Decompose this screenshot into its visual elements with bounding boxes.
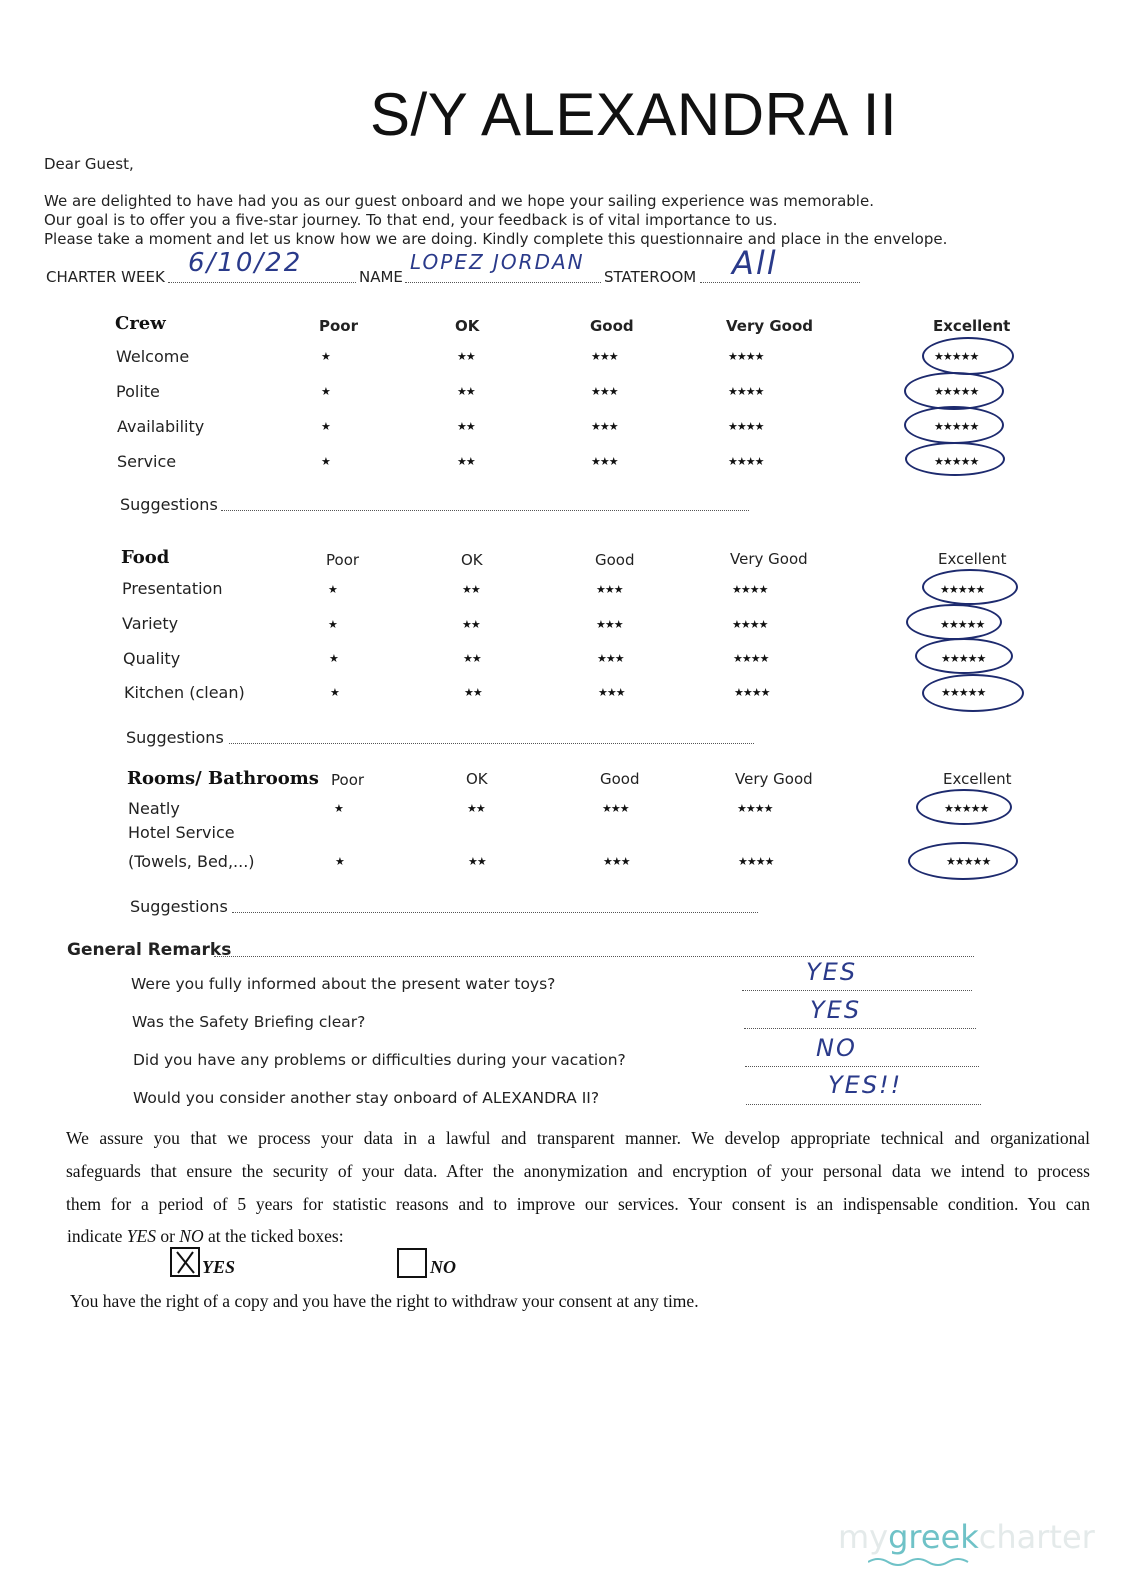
rating-ok[interactable]: ★★ [457, 420, 475, 433]
rating-ok[interactable]: ★★ [457, 350, 475, 363]
rating-ok[interactable]: ★★ [462, 618, 480, 631]
indicate-no: NO [179, 1226, 204, 1246]
selected-circle [908, 842, 1018, 880]
rating-poor[interactable]: ★ [328, 583, 337, 596]
rating-ok[interactable]: ★★ [457, 385, 475, 398]
row-label-availability: Availability [117, 417, 205, 436]
consent-rights: You have the right of a copy and you have the right to withdraw your consent at any time. [70, 1291, 699, 1311]
row-label-kitchen: Kitchen (clean) [124, 683, 245, 702]
rating-ok[interactable]: ★★ [463, 652, 481, 665]
question-text: Were you fully informed about the present water toys? [131, 975, 556, 993]
selected-circle [922, 674, 1024, 712]
selected-circle [906, 604, 1002, 640]
rating-good[interactable]: ★★★ [602, 802, 629, 815]
row-label-presentation: Presentation [122, 579, 223, 598]
rating-good[interactable]: ★★★ [598, 686, 625, 699]
col-head-good: Good [595, 551, 635, 569]
rating-very-good[interactable]: ★★★★ [732, 583, 768, 596]
rating-excellent[interactable]: ★★★★★ [946, 855, 991, 868]
indicate-suffix: at the ticked boxes: [203, 1226, 344, 1246]
answer-line [746, 1104, 981, 1105]
col-head-very-good: Very Good [735, 770, 813, 788]
watermark-logo [838, 1518, 1095, 1556]
row-label-hotel-service: Hotel Service [128, 823, 235, 842]
name-label: NAME [359, 268, 403, 286]
consent-line: them for a period of 5 years for statistic reasons and to improve our services. Your consent is an indispensable condition. You can [66, 1194, 1090, 1214]
consent-line: safeguards that ensure the security of your data. After the anonymization and encryption of your personal data we intend to process [66, 1161, 1090, 1181]
selected-circle [915, 638, 1013, 674]
rating-good[interactable]: ★★★ [591, 455, 618, 468]
selected-circle [922, 337, 1014, 375]
answer-line [745, 1066, 979, 1067]
general-remarks-line[interactable] [214, 956, 974, 957]
charter-week-value[interactable]: 6/10/22 [188, 248, 303, 278]
answer-line [744, 1028, 976, 1029]
row-label-welcome: Welcome [116, 347, 190, 366]
selected-circle [905, 442, 1005, 476]
rating-very-good[interactable]: ★★★★ [728, 455, 764, 468]
rating-ok[interactable]: ★★ [468, 855, 486, 868]
col-head-ok: OK [466, 770, 488, 788]
rating-very-good[interactable]: ★★★★ [728, 385, 764, 398]
charter-week-label: CHARTER WEEK [46, 268, 165, 286]
rating-excellent[interactable]: ★★★★★ [940, 618, 985, 631]
suggestions-label: Suggestions [120, 495, 218, 514]
rating-very-good[interactable]: ★★★★ [732, 618, 768, 631]
rating-excellent[interactable]: ★★★★★ [934, 385, 979, 398]
question-text: Was the Safety Briefing clear? [132, 1013, 366, 1031]
rating-poor[interactable]: ★ [329, 652, 338, 665]
answer-value[interactable]: YES [810, 996, 862, 1024]
col-head-good: Good [590, 317, 634, 335]
col-head-good: Good [600, 770, 640, 788]
rating-good[interactable]: ★★★ [591, 385, 618, 398]
col-head-ok: OK [461, 551, 483, 569]
rating-good[interactable]: ★★★ [591, 350, 618, 363]
page-title: S/Y ALEXANDRA II [370, 81, 898, 148]
rating-very-good[interactable]: ★★★★ [733, 652, 769, 665]
rating-ok[interactable]: ★★ [457, 455, 475, 468]
rating-excellent[interactable]: ★★★★★ [934, 455, 979, 468]
indicate-or: or [155, 1226, 180, 1246]
answer-value[interactable]: YES [806, 958, 858, 986]
rating-very-good[interactable]: ★★★★ [738, 855, 774, 868]
row-label-quality: Quality [123, 649, 181, 668]
rating-poor[interactable]: ★ [321, 385, 330, 398]
rating-very-good[interactable]: ★★★★ [737, 802, 773, 815]
question-text: Would you consider another stay onboard of ALEXANDRA II? [133, 1089, 600, 1107]
rating-excellent[interactable]: ★★★★★ [941, 686, 986, 699]
name-line [405, 282, 601, 283]
rating-good[interactable]: ★★★ [596, 618, 623, 631]
suggestions-line[interactable] [232, 912, 758, 913]
stateroom-line [700, 282, 860, 283]
rating-poor[interactable]: ★ [328, 618, 337, 631]
section-title-rooms: Rooms/ Bathrooms [127, 768, 319, 789]
greeting: Dear Guest, [44, 155, 134, 173]
consent-line: We assure you that we process your data in a lawful and transparent manner. We develop appropriate technical and organizational [66, 1128, 1090, 1148]
rating-ok[interactable]: ★★ [467, 802, 485, 815]
rating-very-good[interactable]: ★★★★ [728, 350, 764, 363]
consent-yes-checkbox[interactable] [170, 1247, 200, 1277]
charter-week-line [168, 282, 356, 283]
rating-poor[interactable]: ★ [330, 686, 339, 699]
row-label-polite: Polite [116, 382, 160, 401]
row-label-variety: Variety [122, 614, 179, 633]
rating-excellent[interactable]: ★★★★★ [944, 802, 989, 815]
check-x-icon [172, 1249, 198, 1275]
rating-poor[interactable]: ★ [334, 802, 343, 815]
rating-poor[interactable]: ★ [321, 455, 330, 468]
rating-good[interactable]: ★★★ [591, 420, 618, 433]
intro-line: Please take a moment and let us know how we are doing. Kindly complete this questionnaire and place in the envelope. [44, 230, 948, 248]
col-head-excellent: Excellent [943, 770, 1012, 788]
rating-ok[interactable]: ★★ [462, 583, 480, 596]
rating-poor[interactable]: ★ [335, 855, 344, 868]
col-head-ok: OK [455, 317, 480, 335]
consent-no-label: NO [430, 1257, 456, 1277]
selected-circle [916, 789, 1012, 825]
rating-excellent[interactable]: ★★★★★ [934, 420, 979, 433]
indicate-yes: YES [126, 1226, 156, 1246]
col-head-poor: Poor [331, 771, 365, 789]
rating-excellent[interactable]: ★★★★★ [941, 652, 986, 665]
row-label-neatly: Neatly [128, 799, 180, 818]
watermark-prefix: my [838, 1518, 889, 1556]
consent-indicate [67, 1226, 344, 1247]
rating-poor[interactable]: ★ [321, 350, 330, 363]
general-remarks-label: General Remarks [67, 940, 232, 960]
row-label-hotel-service-detail: (Towels, Bed,...) [128, 852, 255, 871]
suggestions-line[interactable] [221, 510, 749, 511]
col-head-very-good: Very Good [730, 550, 808, 568]
answer-value[interactable]: YES!! [828, 1071, 903, 1099]
indicate-prefix: indicate [67, 1226, 127, 1246]
col-head-excellent: Excellent [938, 550, 1007, 568]
selected-circle [904, 372, 1004, 410]
name-value[interactable]: LOPEZ JORDAN [410, 250, 585, 274]
answer-line [742, 990, 972, 991]
suggestions-line[interactable] [229, 743, 754, 744]
watermark-brand: greek [888, 1518, 979, 1556]
selected-circle [904, 406, 1004, 444]
rating-excellent[interactable]: ★★★★★ [934, 350, 979, 363]
consent-yes-label: YES [202, 1257, 236, 1277]
rating-excellent[interactable]: ★★★★★ [940, 583, 985, 596]
rating-good[interactable]: ★★★ [603, 855, 630, 868]
rating-poor[interactable]: ★ [321, 420, 330, 433]
col-head-excellent: Excellent [933, 317, 1011, 335]
watermark-wave-icon [868, 1556, 1008, 1568]
stateroom-value[interactable]: All [732, 244, 778, 282]
section-title-food: Food [121, 547, 170, 568]
rating-good[interactable]: ★★★ [597, 652, 624, 665]
intro-line: We are delighted to have had you as our guest onboard and we hope your sailing experience was memorable. [44, 192, 874, 210]
col-head-very-good: Very Good [726, 317, 814, 335]
watermark-suffix: charter [978, 1518, 1095, 1556]
selected-circle [922, 569, 1018, 605]
row-label-service: Service [117, 452, 177, 471]
stateroom-label: STATEROOM [604, 268, 697, 286]
suggestions-label: Suggestions [126, 728, 224, 747]
consent-no-checkbox[interactable] [397, 1248, 427, 1278]
intro-line: Our goal is to offer you a five-star journey. To that end, your feedback is of vital importance to us. [44, 211, 778, 229]
col-head-poor: Poor [319, 317, 359, 335]
col-head-poor: Poor [326, 551, 360, 569]
rating-good[interactable]: ★★★ [596, 583, 623, 596]
suggestions-label: Suggestions [130, 897, 228, 916]
answer-value[interactable]: NO [816, 1034, 857, 1062]
rating-very-good[interactable]: ★★★★ [734, 686, 770, 699]
rating-ok[interactable]: ★★ [464, 686, 482, 699]
rating-very-good[interactable]: ★★★★ [728, 420, 764, 433]
question-text: Did you have any problems or difficulties during your vacation? [133, 1051, 626, 1069]
section-title-crew: Crew [115, 313, 166, 334]
